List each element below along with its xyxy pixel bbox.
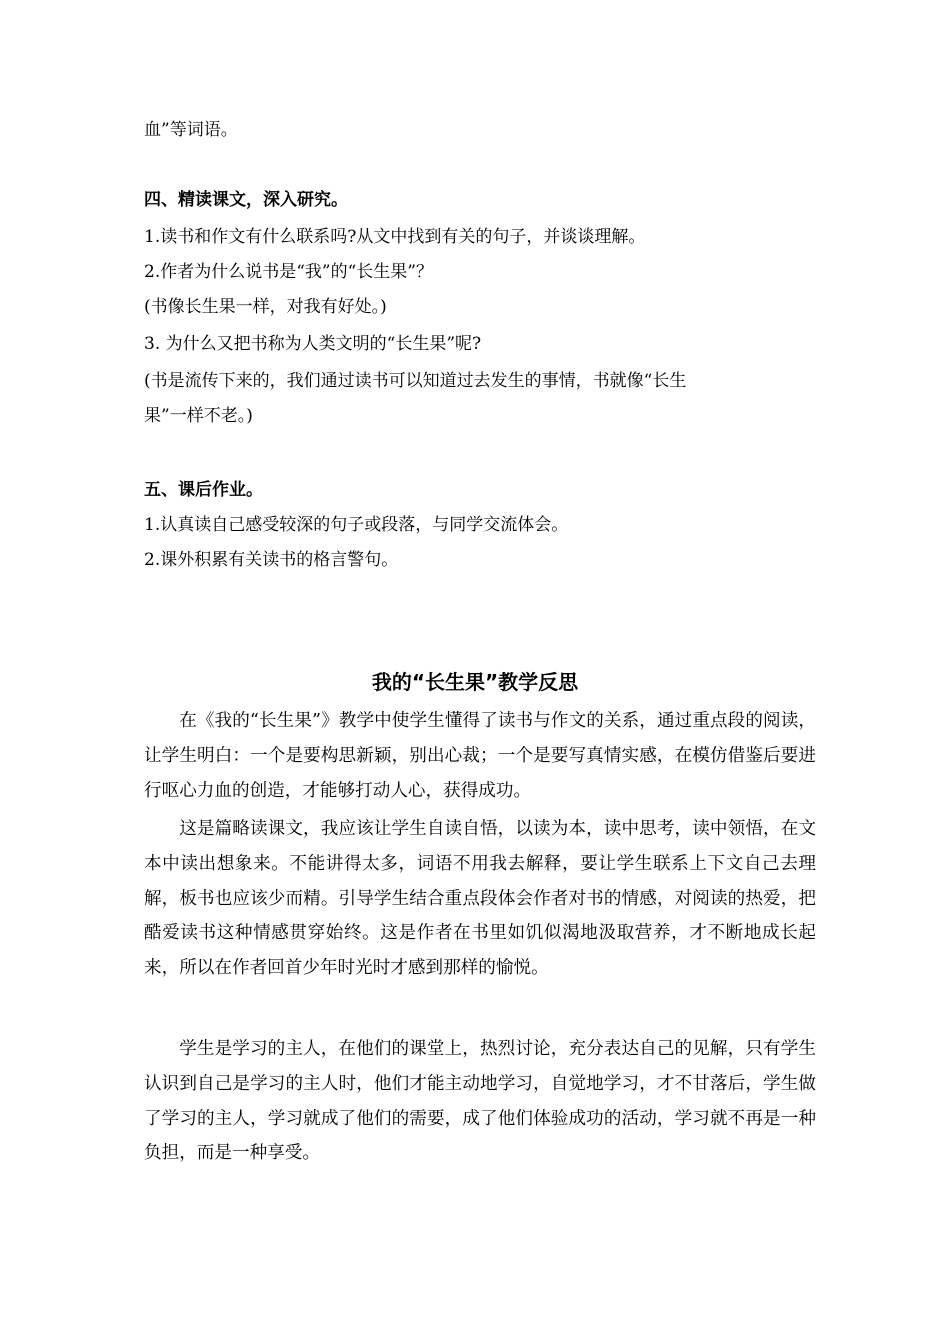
section4-line: (书是流传下来的，我们通过读书可以知道过去发生的事情，书就像“长生 (144, 371, 687, 391)
section5-line: 2.课外积累有关读书的格言警句。 (144, 550, 399, 570)
reflection-title: 我的“长生果”教学反思 (371, 670, 579, 694)
section5-line: 1.认真读自己感受较深的句子或段落，与同学交流体会。 (144, 515, 569, 535)
reflection-paragraph: 学生是学习的主人，在他们的课堂上，热烈讨论，充分表达自己的见解，只有学生认识到自己是学习的主人时，他们才能主动地学习，自觉地学习，才不甘落后，学生做了学习的主人，学习就成了他们的需要，成了他们体验成功的活动，学习就不再是一种负担，而是一种享受。 (144, 1039, 816, 1164)
section4-line: 2.作者为什么说书是“我”的“长生果”？ (144, 262, 433, 282)
section4-line: 3. 为什么又把书称为人类文明的“长生果”呢? (144, 334, 482, 354)
section5-heading: 五、课后作业。 (144, 480, 263, 500)
reflection-paragraph: 这是篇略读课文，我应该让学生自读自悟，以读为本，读中思考，读中领悟，在文本中读出想象来。不能讲得太多，词语不用我去解释，要让学生联系上下文自己去理解，板书也应该少而精。引导学生结合重点段体会作者对书的情感，对阅读的热爱，把酷爱读书这种情感贯穿始终。这是作者在书里如饥似渴地汲取营养，才不断地成长起来，所以在作者回首少年时光时才感到那样的愉悦。 (144, 819, 816, 979)
section4-line: (书像长生果一样，对我有好处。) (144, 297, 387, 317)
section4-line: 果”一样不老。) (144, 406, 253, 426)
section4-heading: 四、精读课文，深入研究。 (144, 190, 348, 210)
top-fragment-text: 血”等词语。 (144, 120, 238, 140)
reflection-paragraph: 在《我的“长生果”》教学中使学生懂得了读书与作文的关系，通过重点段的阅读，让学生明白：一个是要构思新颖，别出心裁；一个是要写真情实感，在模仿借鉴后要进行呕心力血的创造，才能够打动人心，获得成功。 (144, 711, 816, 801)
section4-line: 1.读书和作文有什么联系吗?从文中找到有关的句子，并谈谈理解。 (144, 227, 646, 247)
